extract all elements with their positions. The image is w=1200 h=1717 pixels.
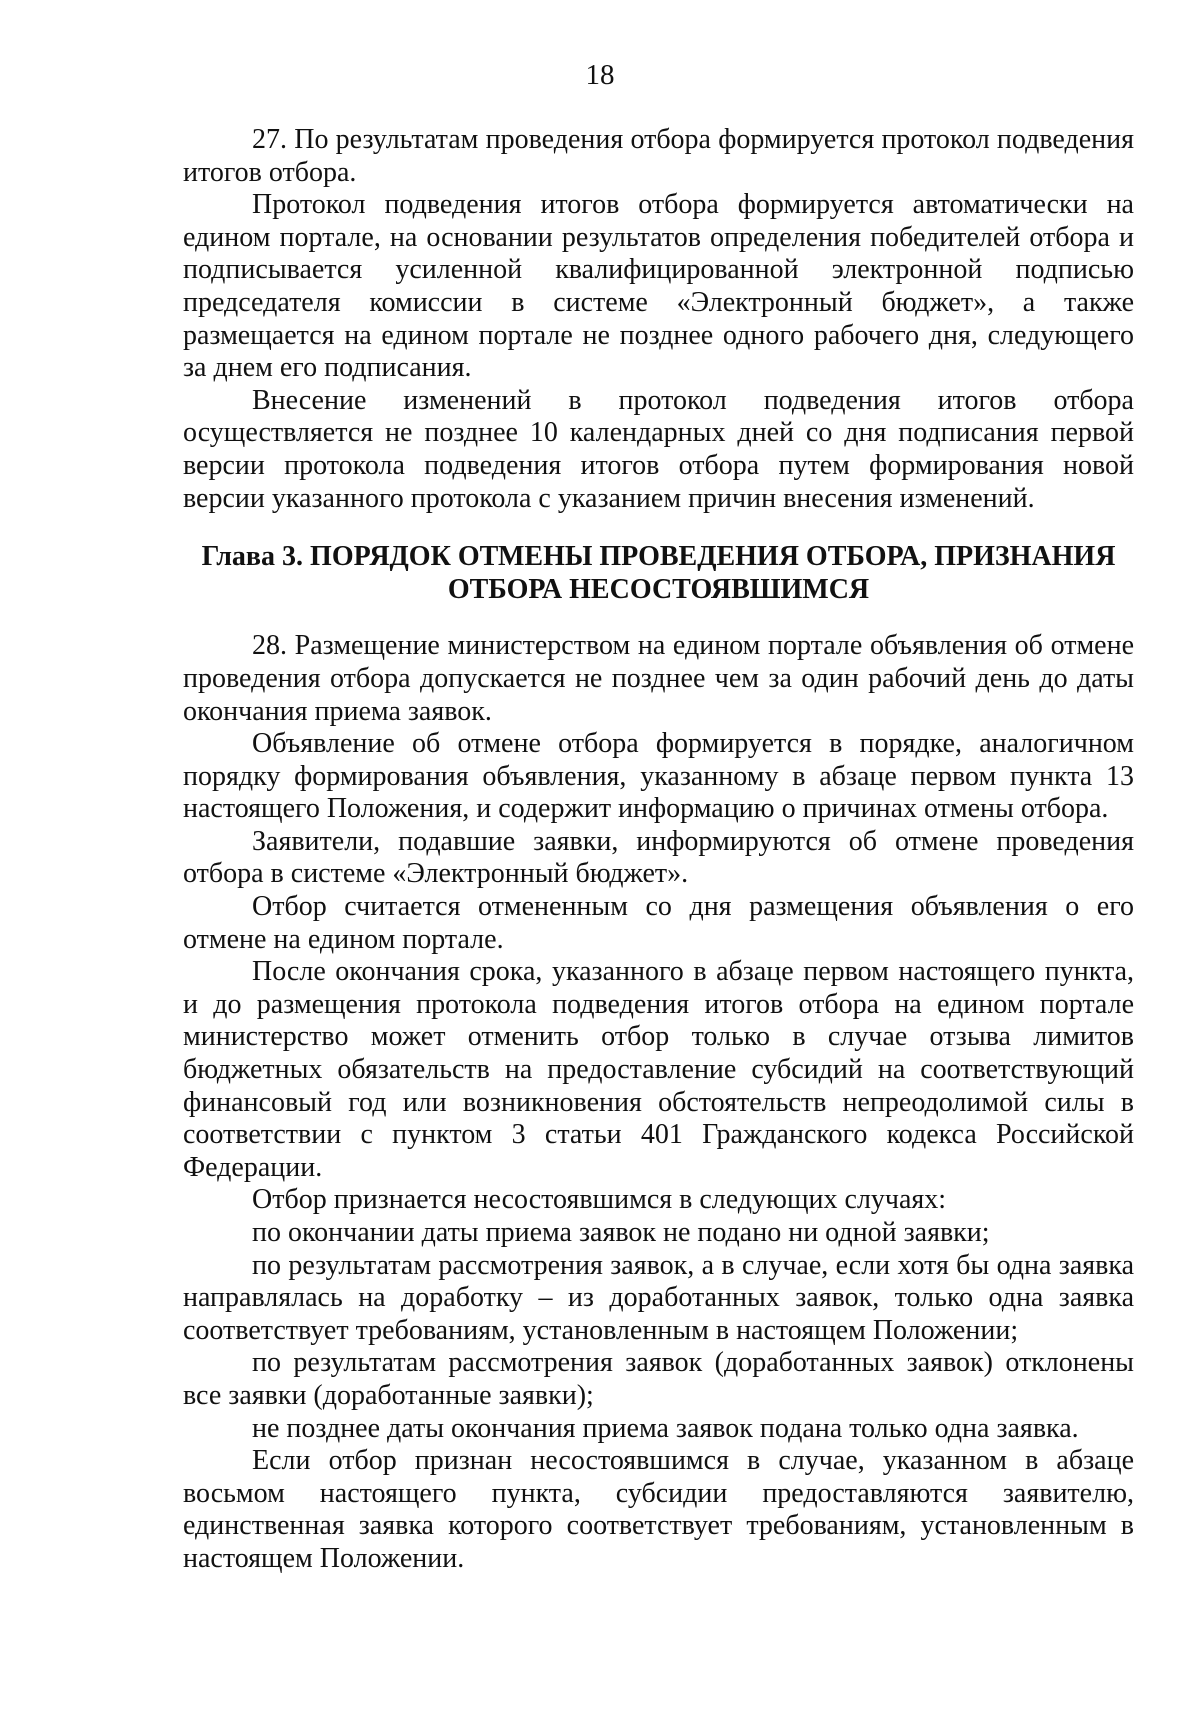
paragraph-27: 27. По результатам проведения отбора формируется протокол подведения итогов отбора. xyxy=(183,124,1134,188)
paragraph-cancellation-effective: Отбор считается отмененным со дня размещения объявления о его отмене на едином портале. xyxy=(183,891,1134,955)
chapter-heading-line-2: ОТБОРА НЕСОСТОЯВШИМСЯ xyxy=(447,573,870,605)
paragraph-28: 28. Размещение министерством на едином портале объявления об отмене проведения отбора допускается не позднее чем за один рабочий день до даты окончания приема заявок. xyxy=(183,630,1134,727)
paragraph-protocol-signing: Протокол подведения итогов отбора формируется автоматически на едином портале, на основании результатов определения победителей отбора и подписывается усиленной квалифицированной электронной подписью председателя комиссии в системе «Электронный бюджет», а также размещается на едином портале не позднее одного рабочего дня, следующего за днем его подписания. xyxy=(183,189,1134,384)
paragraph-failed-case-one-compliant: по результатам рассмотрения заявок, а в случае, если хотя бы одна заявка направлялась на доработку – из доработанных заявок, только одна заявка соответствует требованиям, установленным в настоящем Положении; xyxy=(183,1249,1134,1346)
paragraph-failed-case-all-rejected: по результатам рассмотрения заявок (доработанных заявок) отклонены все заявки (доработанные заявки); xyxy=(183,1347,1134,1411)
page-body xyxy=(183,124,1134,1576)
paragraph-failed-case-no-applications: по окончании даты приема заявок не подано ни одной заявки; xyxy=(252,1217,990,1248)
paragraph-late-cancellation: После окончания срока, указанного в абзаце первом настоящего пункта, и до размещения протокола подведения итогов отбора на едином портале министерство может отменить отбор только в случае отзыва лимитов бюджетных обязательств на предоставление субсидий на соответствующий финансовый год или возникновения обстоятельств непреодолимой силы в соответствии с пунктом 3 статьи 401 Гражданского кодекса Российской Федерации. xyxy=(183,956,1134,1183)
paragraph-subsidy-single-applicant: Если отбор признан несостоявшимся в случае, указанном в абзаце восьмом настоящего пункта, субсидии предоставляются заявителю, единственная заявка которого соответствует требованиям, установленным в настоящем Положении. xyxy=(183,1445,1134,1574)
chapter-heading xyxy=(183,541,1134,606)
chapter-heading-line-1: Глава 3. ПОРЯДОК ОТМЕНЫ ПРОВЕДЕНИЯ ОТБОРА, ПРИЗНАНИЯ xyxy=(201,541,1116,573)
paragraph-failed-case-single-application: не позднее даты окончания приема заявок подана только одна заявка. xyxy=(252,1412,1079,1444)
paragraph-applicants-notified: Заявители, подавшие заявки, информируются об отмене проведения отбора в системе «Электронный бюджет». xyxy=(183,825,1134,890)
paragraph-failed-cases-intro: Отбор признается несостоявшимся в следующих случаях: xyxy=(252,1184,947,1216)
section-protocol xyxy=(183,124,1134,515)
paragraph-cancellation-announcement: Объявление об отмене отбора формируется в порядке, аналогичном порядку формирования объявления, указанному в абзаце первом пункта 13 настоящего Положения, и содержит информацию о причинах отмены отбора. xyxy=(183,728,1134,825)
page-number: 18 xyxy=(585,59,615,91)
paragraph-protocol-changes: Внесение изменений в протокол подведения итогов отбора осуществляется не позднее 10 календарных дней со дня подписания первой версии протокола подведения итогов отбора путем формирования новой версии указанного протокола с указанием причин внесения изменений. xyxy=(183,384,1134,514)
section-cancellation xyxy=(183,630,1134,1575)
